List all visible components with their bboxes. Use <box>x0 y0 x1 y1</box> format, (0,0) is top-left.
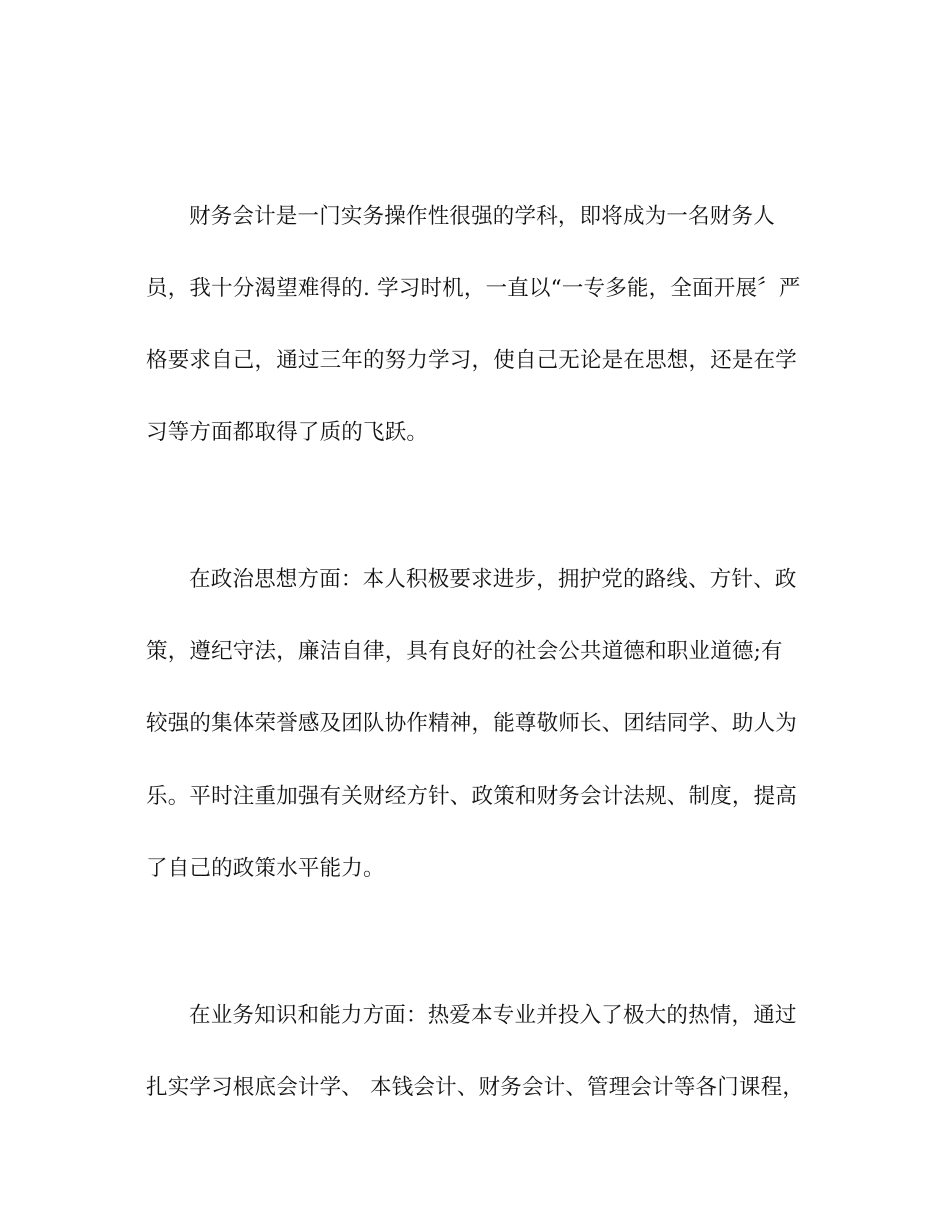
paragraph-2-line-5: 了自己的政策水平能力。 <box>146 856 385 881</box>
paragraph-1-line-2: 员，我十分渴望难得的. 学习时机，一直以“一专多能，全面开展〞严 <box>146 276 801 301</box>
paragraph-1-line-1: 财务会计是一门实务操作性很强的学科，即将成为一名财务人 <box>189 204 775 229</box>
paragraph-2-line-1: 在政治思想方面：本人积极要求进步，拥护党的路线、方针、政 <box>189 567 797 592</box>
paragraph-2-line-2: 策，遵纪守法，廉洁自律，具有良好的社会公共道德和职业道德;有 <box>146 639 783 664</box>
paragraph-3-line-1: 在业务知识和能力方面：热爱本专业并投入了极大的热情，通过 <box>189 1003 797 1028</box>
paragraph-2-line-4: 乐。平时注重加强有关财经方针、政策和财务会计法规、制度，提高 <box>146 784 798 809</box>
paragraph-1-line-4: 习等方面都取得了质的飞跃。 <box>146 420 429 445</box>
paragraph-1-line-3: 格要求自己，通过三年的努力学习，使自己无论是在思想，还是在学 <box>146 348 798 373</box>
paragraph-2-line-3: 较强的集体荣誉感及团队协作精神，能尊敬师长、团结同学、助人为 <box>146 711 798 736</box>
paragraph-3-line-2: 扎实学习根底会计学、 本钱会计、财务会计、管理会计等各门课程， <box>146 1075 805 1100</box>
